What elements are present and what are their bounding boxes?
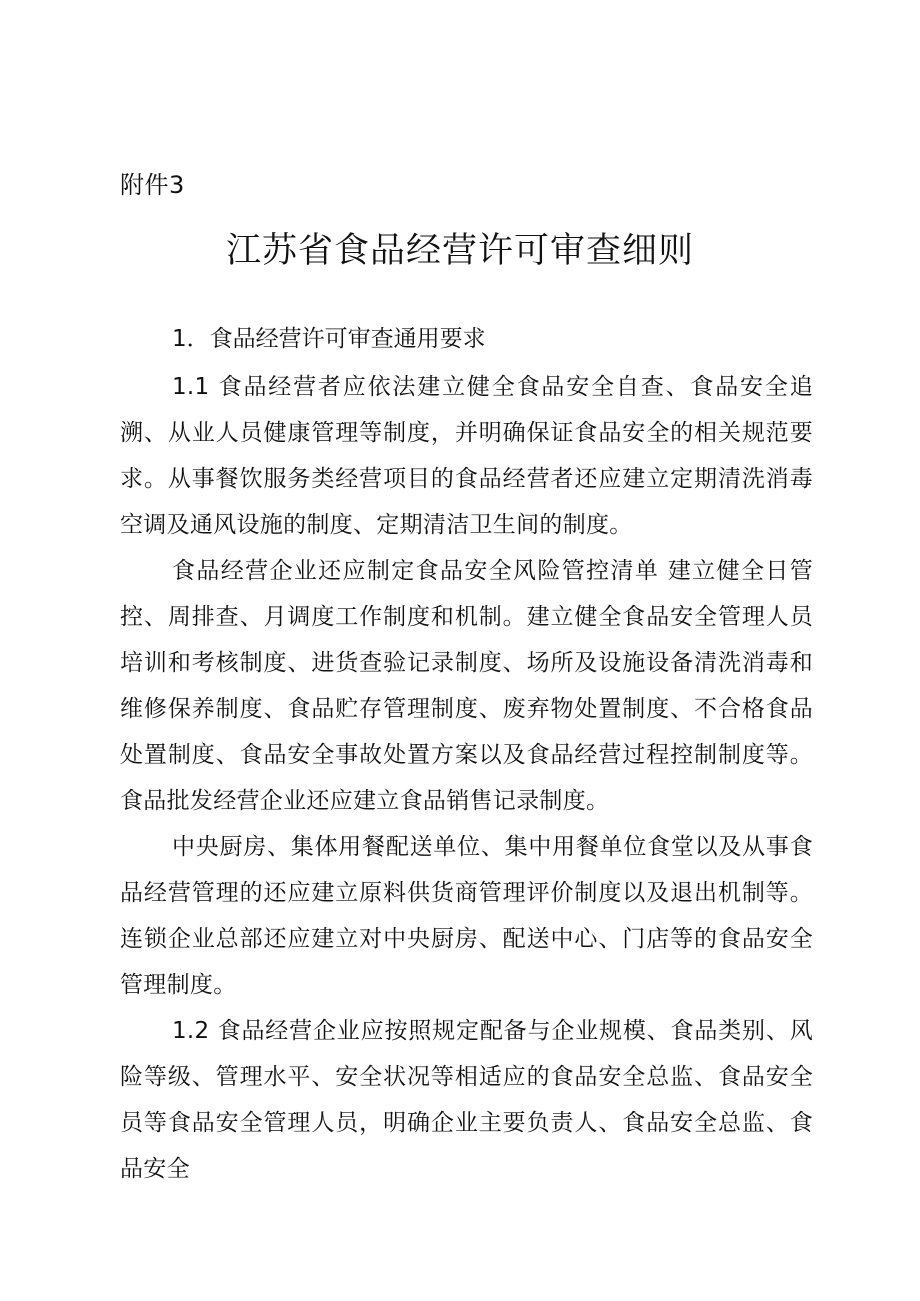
document-title: 江苏省食品经营许可审查细则 [225, 231, 694, 271]
section-heading: 1．食品经营许可审查通用要求 [172, 326, 486, 352]
paragraph: 1.1 食品经营者应依法建立健全食品安全自查、食品安全追溯、从业人员健康管理等制度，并明确保证食品安全的相关规范要求。从事餐饮服务类经营项目的食品经营者还应建立定期清洗消毒空调及通风设施的制度、定期清洁卫生间的制度。 [120, 374, 813, 538]
paragraph: 食品经营企业还应制定食品安全风险管控清单 建立健全日管控、周排查、月调度工作制度和机制。建立健全食品安全管理人员培训和考核制度、进货查验记录制度、场所及设施设备清洗消毒和维修保养制度、食品贮存管理制度、废弃物处置制度、不合格食品处置制度、食品安全事故处置方案以及食品经营过程控制制度等。食品批发经营企业还应建立食品销售记录制度。 [120, 558, 813, 814]
document-body [120, 364, 813, 1192]
paragraph: 中央厨房、集体用餐配送单位、集中用餐单位食堂以及从事食品经营管理的还应建立原料供货商管理评价制度以及退出机制等。连锁企业总部还应建立对中央厨房、配送中心、门店等的食品安全管理制度。 [120, 834, 813, 998]
paragraph: 1.2 食品经营企业应按照规定配备与企业规模、食品类别、风险等级、管理水平、安全状况等相适应的食品安全总监、食品安全员等食品安全管理人员，明确企业主要负责人、食品安全总监、食品安全 [120, 1018, 813, 1182]
attachment-label: 附件3 [120, 171, 185, 199]
